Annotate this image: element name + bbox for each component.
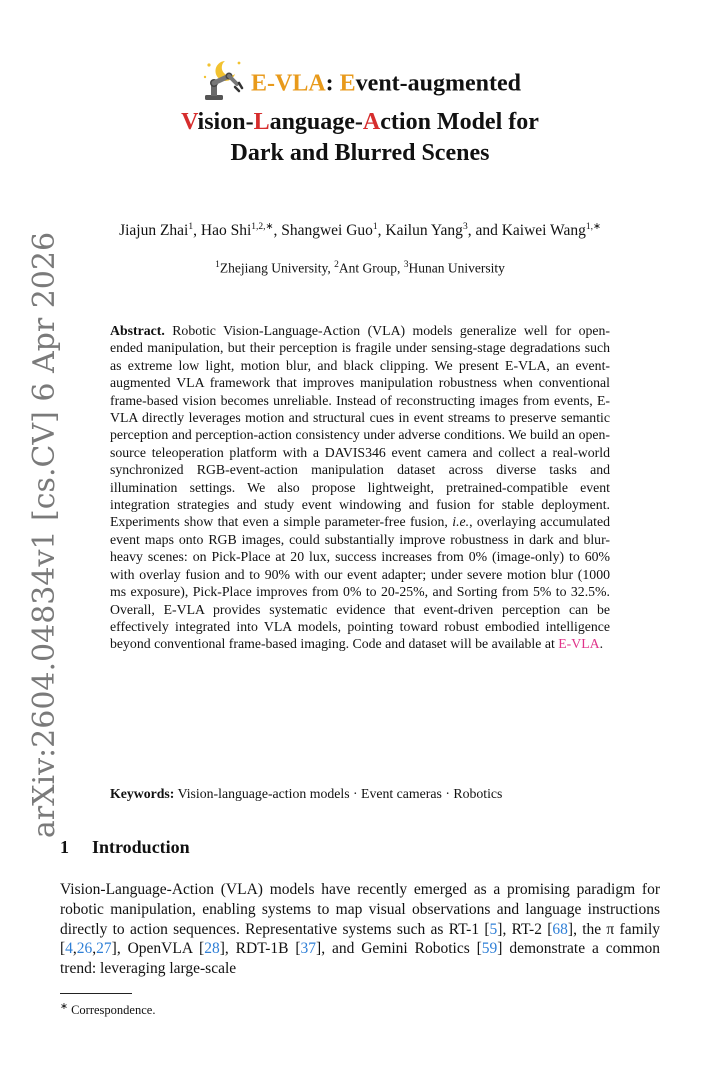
author-sup: 3 xyxy=(462,222,468,232)
citation-link[interactable]: 37 xyxy=(300,940,317,958)
abstract-text: , overlaying accumulated event maps onto RGB images, could substantially improve robustness in dark and blur-heavy scenes: on Pick-Place at 20 lux, success increases from 0% (image-only) to 60% with overlay fusion and to 90% with our event adapter; under severe motion blur (1000 ms exposure), Pick-Place improves from 0% to 20-25%, and Sorting from 5% to 32.5%. Overall, E-VLA provides systematic evidence that event-driven perception can be effectively integrated into VLA models, pointing toward robust embodied intelligence beyond conventional frame-based imaging. Code and dataset will be available at xyxy=(110,514,610,652)
intro-text: ], and Gemini Robotics [ xyxy=(316,940,482,958)
title-line-2 xyxy=(60,107,660,138)
abstract-ie: i.e. xyxy=(452,514,470,530)
author-name: Hao Shi xyxy=(200,222,252,240)
author-name: Kaiwei Wang xyxy=(501,222,586,240)
citation-link[interactable]: 27 xyxy=(96,940,112,958)
affiliation-name: Zhejiang University, xyxy=(219,260,335,276)
author-sep: , xyxy=(273,222,282,240)
intro-text: ] demonstrate a common trend: leveraging large-scale xyxy=(60,940,660,978)
citation-link[interactable]: 59 xyxy=(481,940,498,958)
author-sup: 1 xyxy=(188,222,194,232)
footnote xyxy=(60,999,155,1018)
citation-link[interactable]: 68 xyxy=(552,920,568,938)
title-line1-rest: vent-augmented xyxy=(355,70,521,97)
title-evla: E-VLA xyxy=(250,70,326,97)
intro-text: ], OpenVLA [ xyxy=(111,940,205,958)
author-sep: , and xyxy=(467,222,502,240)
footnote-rule xyxy=(60,993,132,994)
keywords xyxy=(110,785,610,803)
robot-arm-moon-logo-icon xyxy=(199,57,247,101)
author-name: Jiajun Zhai xyxy=(119,222,189,240)
affiliation-name: Hunan University xyxy=(408,260,505,276)
footnote-text: Correspondence. xyxy=(71,1003,156,1018)
affiliation-sup: 3 xyxy=(403,260,409,270)
title-text: ction Model for xyxy=(380,109,539,135)
abstract-label: Abstract. xyxy=(110,323,165,338)
title-line-3: Dark and Blurred Scenes xyxy=(230,140,490,166)
citation-link[interactable]: 5 xyxy=(489,920,498,938)
affiliation-name: Ant Group, xyxy=(338,260,404,276)
affiliation-sup: 1 xyxy=(215,260,220,270)
title-letter-e: E xyxy=(339,70,356,97)
author-list xyxy=(60,217,660,241)
footnote-mark: ∗ xyxy=(60,1002,68,1012)
intro-text: ], RT-2 [ xyxy=(497,920,553,938)
author-sep: , xyxy=(377,222,386,240)
author-name: Kailun Yang xyxy=(385,222,463,240)
citation-link[interactable]: 26 xyxy=(76,940,93,958)
intro-text: Vision-Language-Action (VLA) models have recently emerged as a promising paradigm for robotic manipulation, enabling systems to map visual observations and language instructions directly to action sequences. Representative systems such as RT-1 [ xyxy=(60,881,660,938)
paper-title xyxy=(60,63,660,169)
title-colon: : xyxy=(325,70,334,97)
affiliation-sup: 2 xyxy=(334,260,339,270)
arxiv-identifier: arXiv:2604.04834v1 [cs.CV] 6 Apr 2026 xyxy=(27,231,62,839)
author-sup: 1,2,∗ xyxy=(251,222,274,232)
author-name: Shangwei Guo xyxy=(281,222,373,240)
introduction-paragraph: Vision-Language-Action (VLA) models have recently emerged as a promising paradigm for robotic manipulation, enabling systems to map visual observations and language instructions directly to action sequences. Representative systems such as RT-1 [5], RT-2 [68], the π family [4,26,27], OpenVLA [28], RDT-1B [37], and Gemini Robotics [59] demonstrate a common trend: leveraging large-scale xyxy=(60,881,661,978)
section-title: Introduction xyxy=(92,837,190,857)
citation-link[interactable]: 4 xyxy=(65,940,73,958)
title-line-1 xyxy=(60,63,660,107)
abstract-text: . xyxy=(599,636,604,652)
abstract xyxy=(110,322,610,653)
code-link[interactable]: E-VLA xyxy=(558,636,600,652)
keywords-text: Vision-language-action models · Event cameras · Robotics xyxy=(177,786,503,801)
section-number: 1 xyxy=(60,837,69,857)
section-heading xyxy=(60,837,190,858)
abstract-text: Robotic Vision-Language-Action (VLA) models generalize well for open-ended manipulation, but their perception is fragile under sensing-stage degradations such as extreme low light, motion blur, and black clipping. We present E-VLA, an event-augmented VLA framework that improves manipulation robustness when conventional frame-based vision becomes unreliable. Instead of reconstructing images from events, E-VLA directly leverages motion and structural cues in event streams to preserve semantic perception and perception-action consistency under adverse conditions. We build an open-source teleoperation platform with a DAVIS346 event camera and collect a real-world synchronized RGB-event-action manipulation dataset across diverse tasks and illumination settings. We also propose lightweight, pretrained-compatible event integration strategies and study event windowing and fusion for stable deployment. Experiments show that even a simple parameter-free fusion, xyxy=(110,323,610,530)
citation-link[interactable]: 28 xyxy=(204,940,220,958)
affiliations xyxy=(60,256,660,278)
title-text: ision- xyxy=(197,109,254,135)
intro-text: ], the π family [ xyxy=(60,920,661,958)
intro-text: ], RDT-1B [ xyxy=(219,940,301,958)
title-letter-v: V xyxy=(181,109,198,135)
author-sep: , xyxy=(193,222,201,240)
title-letter-l: L xyxy=(253,109,270,135)
author-sup: 1 xyxy=(372,222,378,232)
keywords-label: Keywords: xyxy=(110,786,175,801)
author-sup: 1,∗ xyxy=(585,222,601,232)
title-text: anguage- xyxy=(269,109,363,135)
title-letter-a: A xyxy=(362,109,381,135)
